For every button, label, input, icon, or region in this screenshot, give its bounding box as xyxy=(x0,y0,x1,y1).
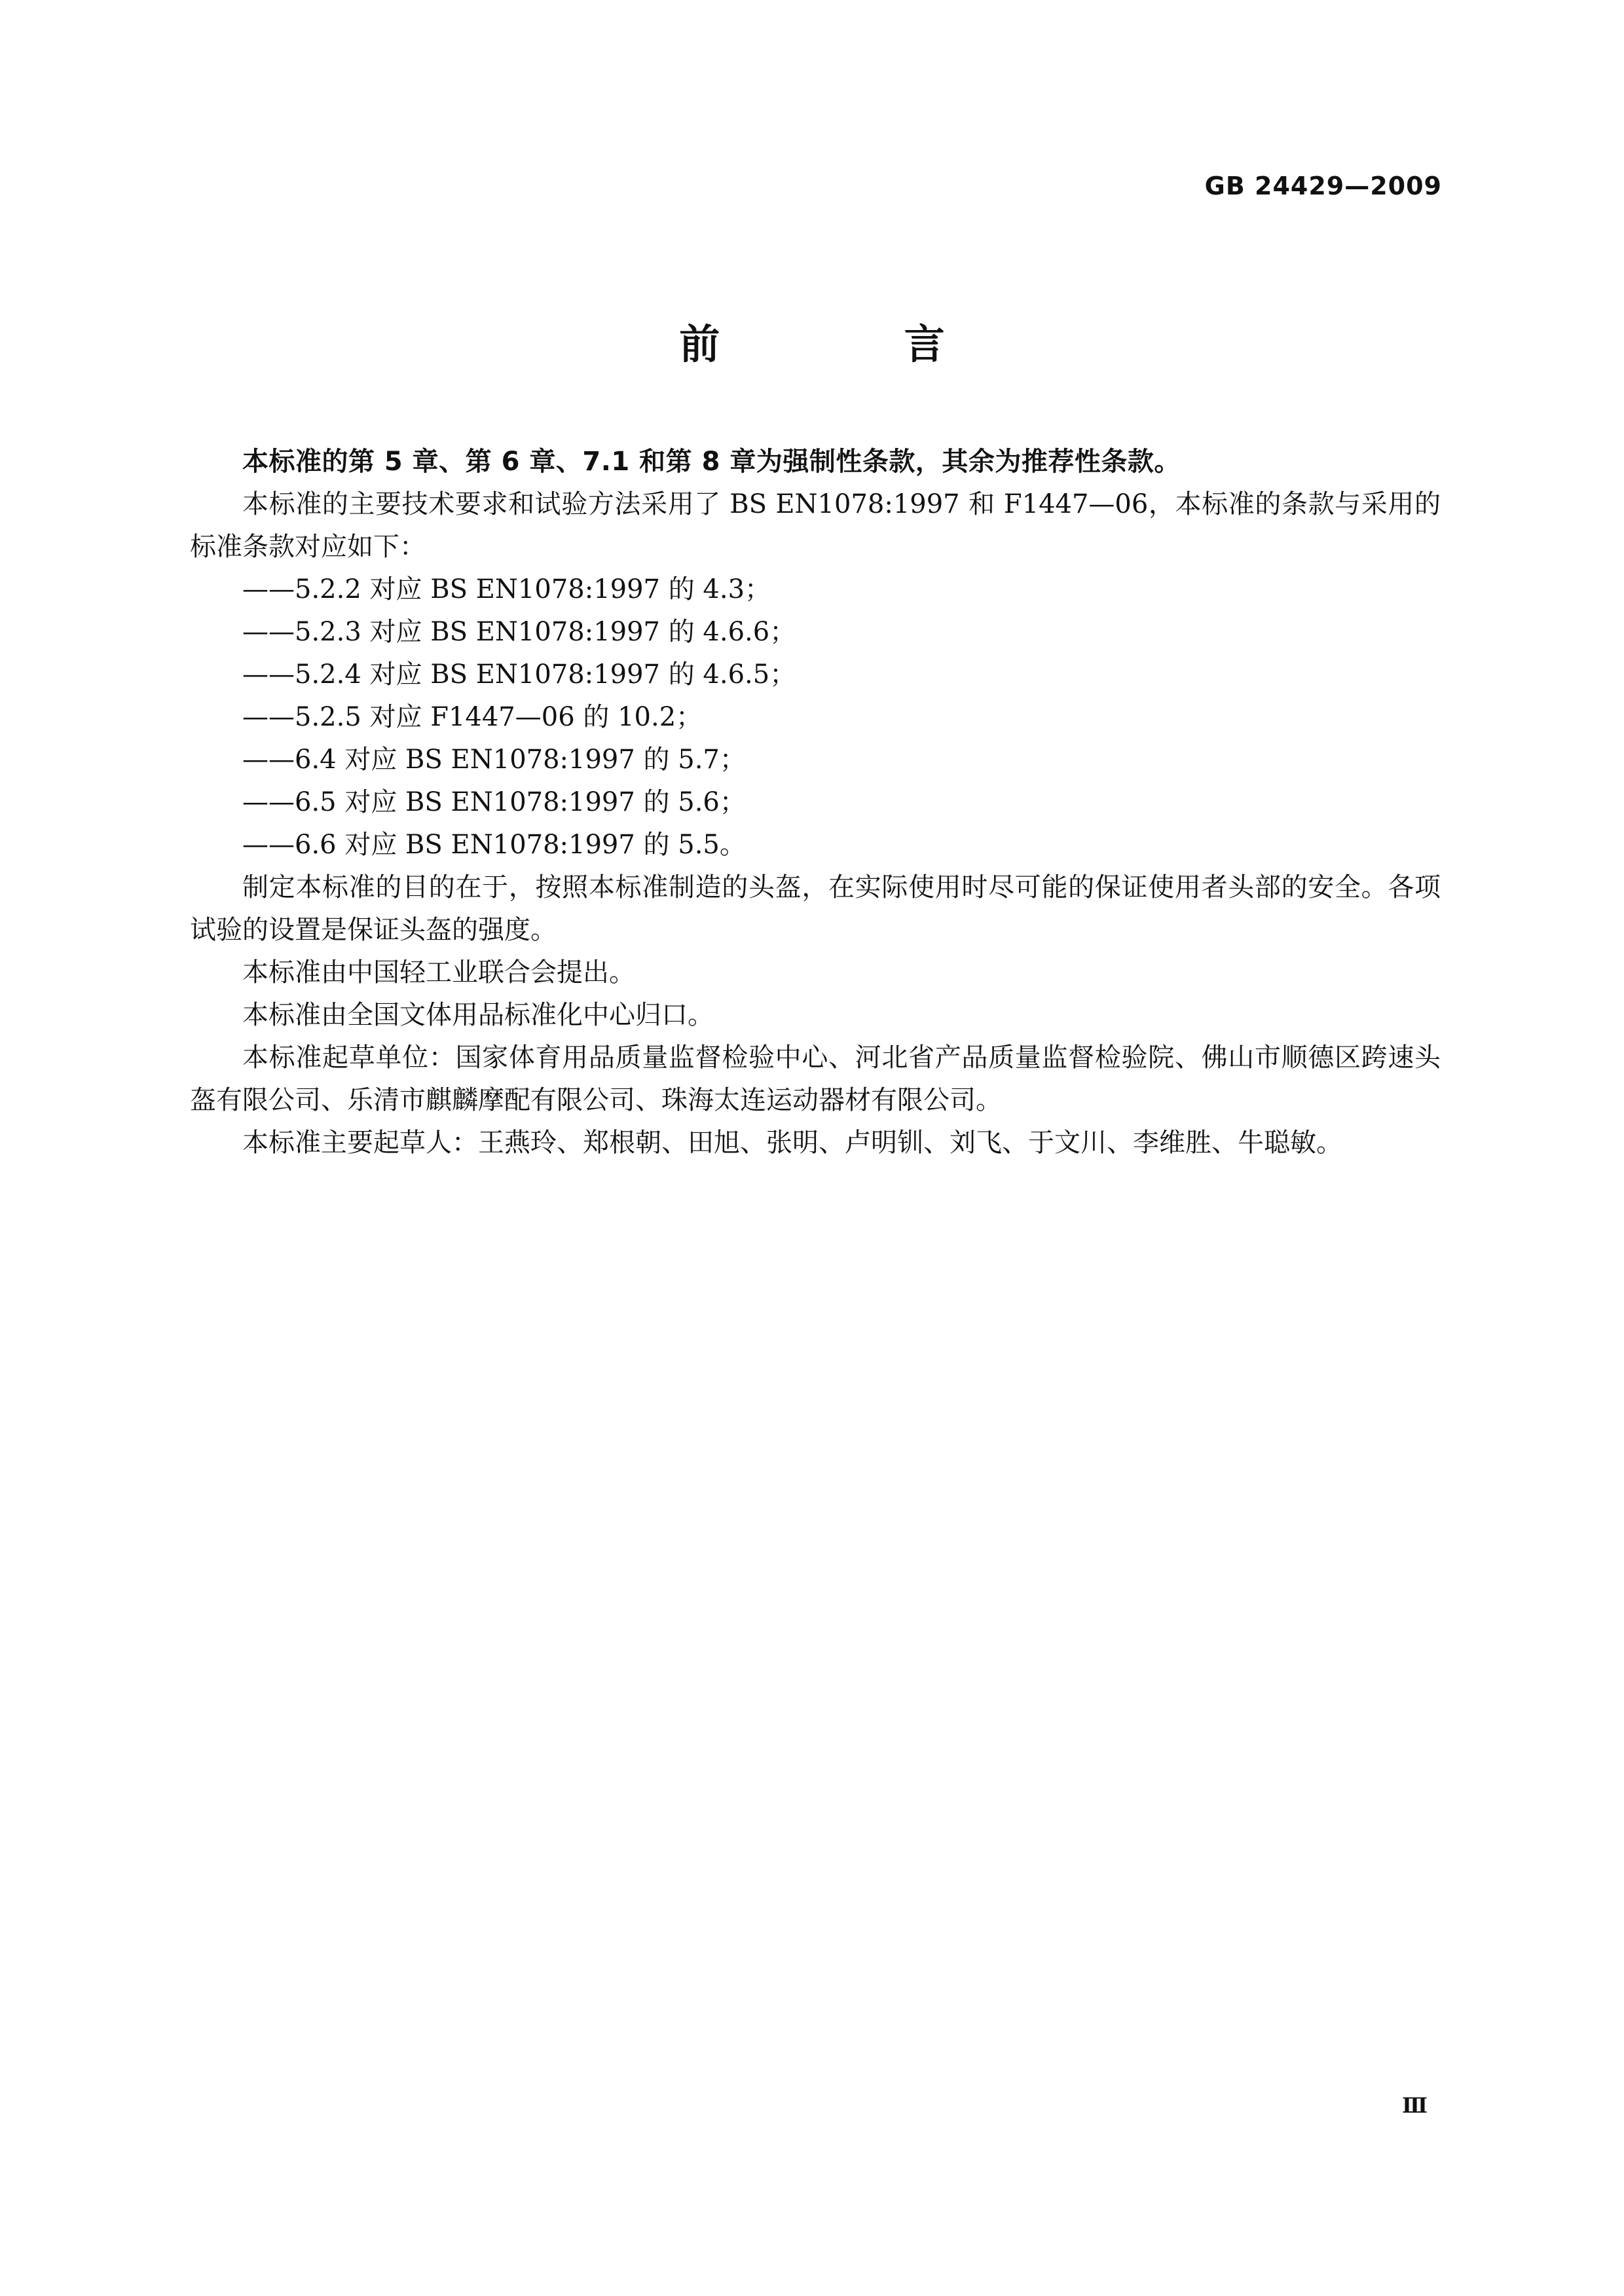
standard-number: GB 24429—2009 xyxy=(1204,172,1442,200)
page-title: 前 言 xyxy=(679,320,1030,368)
drafters-paragraph: 本标准主要起草人：王燕玲、郑根朝、田旭、张明、卢明钏、刘飞、于文川、李维胜、牛聪敏。 xyxy=(242,1128,1342,1158)
proposed-by-paragraph: 本标准由中国轻工业联合会提出。 xyxy=(242,957,635,988)
foreword-body xyxy=(190,441,1441,1164)
list-item: ——5.2.4 对应 BS EN1078:1997 的 4.6.5； xyxy=(242,659,796,690)
drafting-units-paragraph: 本标准起草单位：国家体育用品质量监督检验中心、河北省产品质量监督检验院、佛山市顺德区跨速头盔有限公司、乐清市麒麟摩配有限公司、珠海太连运动器材有限公司。 xyxy=(190,1043,1441,1115)
list-item: ——6.5 对应 BS EN1078:1997 的 5.6； xyxy=(242,787,746,817)
mandatory-clause-paragraph: 本标准的第 5 章、第 6 章、7.1 和第 8 章为强制性条款，其余为推荐性条款。 xyxy=(242,447,1181,477)
adoption-paragraph: 本标准的主要技术要求和试验方法采用了 BS EN1078:1997 和 F1447—06，本标准的条款与采用的标准条款对应如下： xyxy=(190,489,1441,562)
list-item: ——5.2.3 对应 BS EN1078:1997 的 4.6.6； xyxy=(242,617,796,647)
page-number: Ⅲ xyxy=(1402,2093,1428,2118)
list-item: ——6.6 对应 BS EN1078:1997 的 5.5。 xyxy=(242,830,746,860)
purpose-paragraph: 制定本标准的目的在于，按照本标准制造的头盔，在实际使用时尽可能的保证使用者头部的安全。各项试验的设置是保证头盔的强度。 xyxy=(190,872,1441,945)
centralized-by-paragraph: 本标准由全国文体用品标准化中心归口。 xyxy=(242,1000,714,1030)
correspondence-list xyxy=(190,568,1441,866)
list-item: ——6.4 对应 BS EN1078:1997 的 5.7； xyxy=(242,745,746,775)
list-item: ——5.2.5 对应 F1447—06 的 10.2； xyxy=(242,702,703,732)
list-item: ——5.2.2 对应 BS EN1078:1997 的 4.3； xyxy=(242,574,771,604)
